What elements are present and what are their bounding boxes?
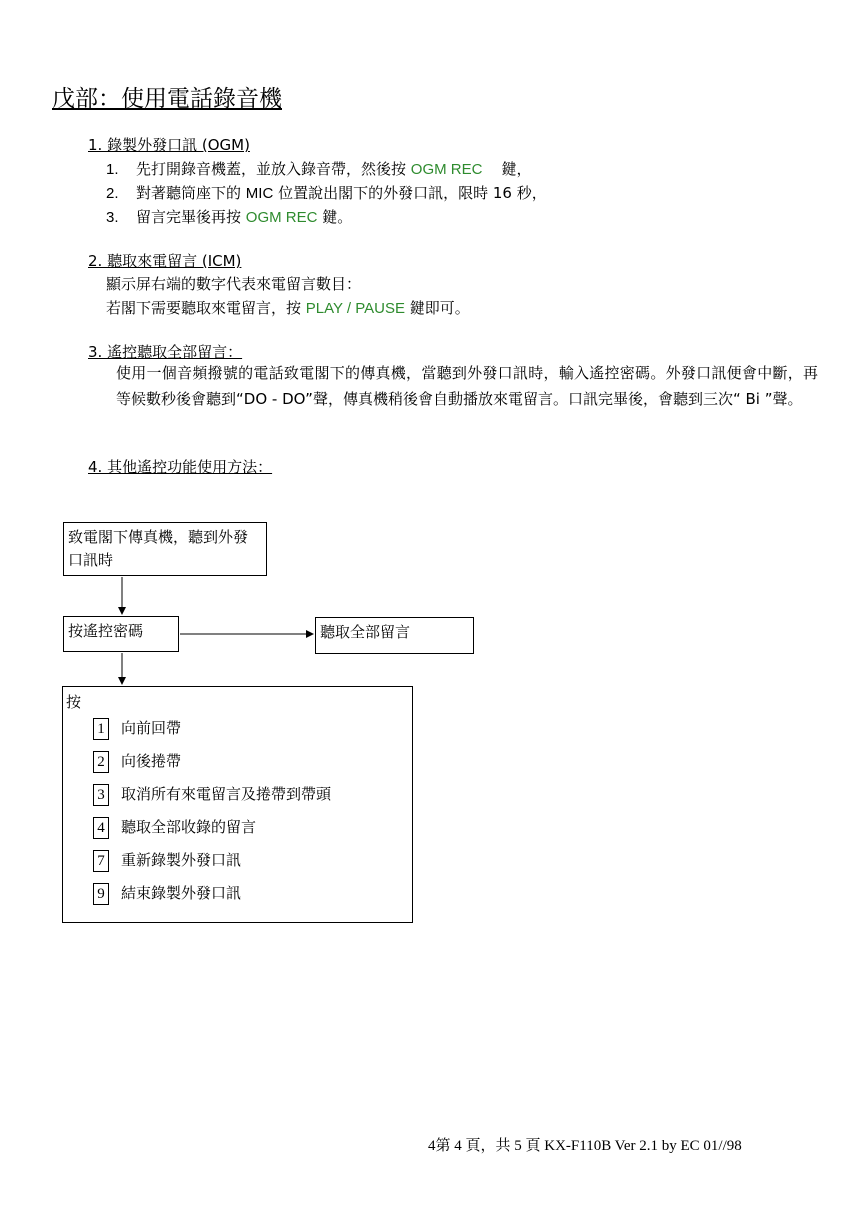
key-row bbox=[93, 717, 181, 740]
flow-box-call-fax: 致電閣下傳真機，聽到外發口訊時 bbox=[63, 522, 267, 576]
key-row bbox=[93, 783, 331, 806]
step-text-end: 鍵。 bbox=[322, 208, 353, 226]
play-pause-key: PLAY / PAUSE bbox=[305, 300, 406, 317]
key-4: 4 bbox=[93, 817, 109, 839]
key-2: 2 bbox=[93, 751, 109, 773]
flow-box-keys bbox=[62, 686, 413, 923]
step-text: 先打開錄音機蓋，並放入錄音帶，然後按 bbox=[136, 160, 407, 178]
step-text-end: 位置說出閣下的外發口訊，限時 16 秒， bbox=[278, 184, 547, 202]
ogm-rec-key: OGM REC bbox=[410, 161, 483, 178]
ogm-rec-key: OGM REC bbox=[245, 209, 318, 226]
step-text: 留言完畢後再按 bbox=[136, 208, 242, 226]
step-number: 3. bbox=[106, 209, 119, 226]
key-1: 1 bbox=[93, 718, 109, 740]
key-7: 7 bbox=[93, 850, 109, 872]
keys-box-title: 按 bbox=[66, 693, 82, 711]
flow-box-listen-all: 聽取全部留言 bbox=[315, 617, 474, 654]
key-row bbox=[93, 750, 181, 773]
icm-line-1: 顯示屏右端的數字代表來電留言數目： bbox=[106, 275, 362, 293]
ogm-step-3 bbox=[106, 206, 352, 227]
page-title: 戊部：使用電話錄音機 bbox=[52, 86, 282, 112]
remote-paragraph: 使用一個音頻撥號的電話致電閣下的傳真機，當聽到外發口訊時，輸入遙控密碼。外發口訊便會中斷，再等候數秒後會聽到“DO - DO”聲，傳真機稍後會自動播放來電留言。口訊完畢後，會聽到三次“ Bi ”聲。 bbox=[116, 364, 818, 408]
key-label: 向後捲帶 bbox=[121, 752, 182, 770]
key-3: 3 bbox=[93, 784, 109, 806]
key-label: 聽取全部收錄的留言 bbox=[121, 818, 257, 836]
key-row bbox=[93, 882, 241, 905]
key-label: 結束錄製外發口訊 bbox=[121, 884, 242, 902]
section-remote-heading: 3. 遙控聽取全部留言： bbox=[88, 343, 243, 361]
section-ogm-heading: 1. 錄製外發口訊 (OGM) bbox=[88, 136, 250, 154]
flow-box-enter-code: 按遙控密碼 bbox=[63, 616, 179, 652]
step-number: 1. bbox=[106, 161, 119, 178]
key-row bbox=[93, 849, 241, 872]
step-number: 2. bbox=[106, 185, 119, 202]
key-label: 重新錄製外發口訊 bbox=[121, 851, 242, 869]
icm-text: 若閣下需要聽取來電留言，按 bbox=[106, 299, 302, 317]
key-label: 向前回帶 bbox=[121, 719, 182, 737]
icm-text-end: 鍵即可。 bbox=[409, 299, 470, 317]
step-text-end: 鍵， bbox=[501, 160, 532, 178]
page-footer: 4第 4 頁，共 5 頁 KX-F110B Ver 2.1 by EC 01//98 bbox=[428, 1138, 742, 1154]
ogm-step-1 bbox=[106, 158, 532, 179]
ogm-step-2 bbox=[106, 182, 547, 203]
icm-line-2 bbox=[106, 297, 470, 318]
section-icm-heading: 2. 聽取來電留言 (ICM) bbox=[88, 252, 242, 270]
section-other-heading: 4. 其他遙控功能使用方法： bbox=[88, 458, 273, 476]
key-9: 9 bbox=[93, 883, 109, 905]
key-label: 取消所有來電留言及捲帶到帶頭 bbox=[121, 785, 332, 803]
key-row bbox=[93, 816, 256, 839]
step-text: 對著聽筒座下的 bbox=[136, 184, 242, 202]
mic-label: MIC bbox=[245, 185, 274, 202]
